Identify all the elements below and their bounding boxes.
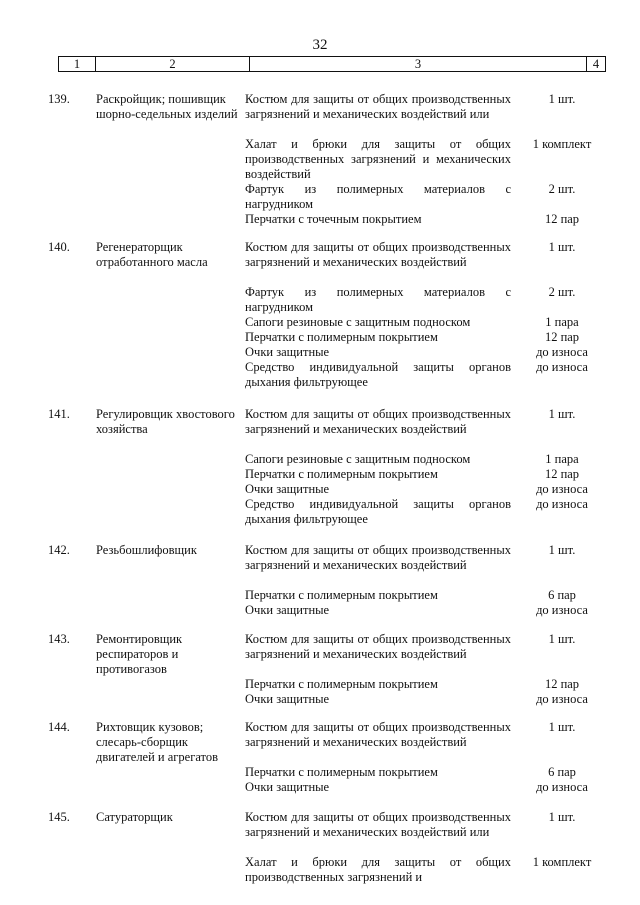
ppe-item-description: Костюм для защиты от общих производственных загрязнений и механических воздействий или — [245, 810, 511, 839]
row-number: 141. — [48, 407, 70, 421]
ppe-item-quantity: 1 шт. — [548, 543, 576, 557]
job-title: Рихтовщик кузовов; слесарь-сборщик двигателей и агрегатов — [96, 720, 219, 764]
ppe-item-quantity: 1 шт. — [548, 92, 576, 106]
ppe-item-description: Очки защитные — [245, 482, 330, 496]
ppe-item-quantity: 1 пара — [545, 452, 579, 466]
column-header-4: 4 — [592, 57, 600, 71]
ppe-items — [245, 92, 511, 227]
ppe-quantities — [512, 810, 612, 885]
ppe-item-description: Перчатки с полимерным покрытием — [245, 765, 438, 779]
ppe-item-quantity: 1 шт. — [548, 240, 576, 254]
ppe-item-quantity: 12 пар — [544, 330, 580, 344]
job-title: Ремонтировщик респираторов и противогазов — [96, 632, 183, 676]
ppe-item-description: Сапоги резиновые с защитным подноском — [245, 452, 471, 466]
ppe-item-description: Костюм для защиты от общих производственных загрязнений и механических воздействий или — [245, 92, 511, 121]
ppe-items — [245, 543, 511, 618]
row-number: 145. — [48, 810, 70, 824]
ppe-item-quantity: 1 шт. — [548, 407, 576, 421]
job-title: Регенераторщик отработанного масла — [96, 240, 208, 269]
ppe-item-description: Костюм для защиты от общих производственных загрязнений и механических воздействий — [245, 240, 511, 269]
ppe-item-description: Перчатки с точечным покрытием — [245, 212, 422, 226]
ppe-quantities — [512, 720, 612, 795]
ppe-item-quantity: 1 шт. — [548, 720, 576, 734]
ppe-item-quantity: до износа — [536, 603, 588, 617]
column-header-1: 1 — [59, 57, 96, 71]
ppe-item-quantity: 2 шт. — [548, 182, 576, 196]
ppe-item-quantity: 12 пар — [544, 212, 580, 226]
row-number: 144. — [48, 720, 70, 734]
ppe-item-quantity: до износа — [536, 497, 588, 511]
ppe-item-quantity: 1 пара — [545, 315, 579, 329]
row-number: 142. — [48, 543, 70, 557]
ppe-quantities — [512, 543, 612, 618]
ppe-item-description: Халат и брюки для защиты от общих производственных загрязнений и — [245, 855, 511, 884]
ppe-item-quantity: 12 пар — [544, 677, 580, 691]
ppe-item-description: Перчатки с полимерным покрытием — [245, 467, 438, 481]
ppe-item-quantity: 6 пар — [548, 765, 576, 779]
ppe-quantities — [512, 632, 612, 707]
ppe-item-description: Перчатки с полимерным покрытием — [245, 330, 438, 344]
ppe-item-description: Средство индивидуальной защиты органов дыхания фильтрующее — [245, 360, 511, 389]
ppe-item-description: Костюм для защиты от общих производственных загрязнений и механических воздействий — [245, 543, 511, 572]
column-header-row — [58, 56, 606, 72]
ppe-item-description: Средство индивидуальной защиты органов дыхания фильтрующее — [245, 497, 511, 526]
ppe-items — [245, 720, 511, 795]
ppe-quantities — [512, 407, 612, 527]
ppe-quantities — [512, 240, 612, 390]
job-title: Резьбошлифовщик — [96, 543, 197, 557]
ppe-items — [245, 632, 511, 707]
row-number: 140. — [48, 240, 70, 254]
row-number: 139. — [48, 92, 70, 106]
ppe-item-quantity: до износа — [536, 482, 588, 496]
ppe-item-description: Очки защитные — [245, 603, 330, 617]
ppe-item-description: Очки защитные — [245, 345, 330, 359]
ppe-item-quantity: 1 шт. — [548, 810, 576, 824]
ppe-item-description: Перчатки с полимерным покрытием — [245, 677, 438, 691]
column-header-2: 2 — [96, 57, 250, 71]
ppe-item-quantity: 1 комплект — [532, 137, 592, 151]
page-number: 32 — [312, 37, 328, 53]
column-header-3: 3 — [250, 57, 587, 71]
ppe-item-description: Костюм для защиты от общих производственных загрязнений и механических воздействий — [245, 407, 511, 436]
ppe-items — [245, 810, 511, 885]
ppe-item-description: Фартук из полимерных материалов с нагрудником — [245, 182, 511, 211]
ppe-item-quantity: 12 пар — [544, 467, 580, 481]
ppe-item-quantity: до износа — [536, 345, 588, 359]
ppe-item-description: Очки защитные — [245, 692, 330, 706]
ppe-item-description: Халат и брюки для защиты от общих производственных загрязнений и механических воздействий — [245, 137, 511, 181]
ppe-item-quantity: до износа — [536, 692, 588, 706]
job-title: Сатураторщик — [96, 810, 173, 824]
row-number: 143. — [48, 632, 70, 646]
ppe-quantities — [512, 92, 612, 227]
ppe-item-quantity: 1 комплект — [532, 855, 592, 869]
ppe-item-description: Перчатки с полимерным покрытием — [245, 588, 438, 602]
ppe-item-quantity: до износа — [536, 780, 588, 794]
ppe-item-description: Костюм для защиты от общих производственных загрязнений и механических воздействий — [245, 720, 511, 749]
ppe-item-quantity: до износа — [536, 360, 588, 374]
ppe-item-quantity: 1 шт. — [548, 632, 576, 646]
ppe-items — [245, 407, 511, 527]
ppe-items — [245, 240, 511, 390]
ppe-item-quantity: 2 шт. — [548, 285, 576, 299]
ppe-item-description: Костюм для защиты от общих производственных загрязнений и механических воздействий — [245, 632, 511, 661]
job-title: Регулировщик хвостового хозяйства — [96, 407, 235, 436]
ppe-item-description: Фартук из полимерных материалов с нагрудником — [245, 285, 511, 314]
ppe-item-description: Очки защитные — [245, 780, 330, 794]
ppe-item-description: Сапоги резиновые с защитным подноском — [245, 315, 471, 329]
job-title: Раскройщик; пошивщик шорно-седельных изделий — [96, 92, 238, 121]
ppe-item-quantity: 6 пар — [548, 588, 576, 602]
